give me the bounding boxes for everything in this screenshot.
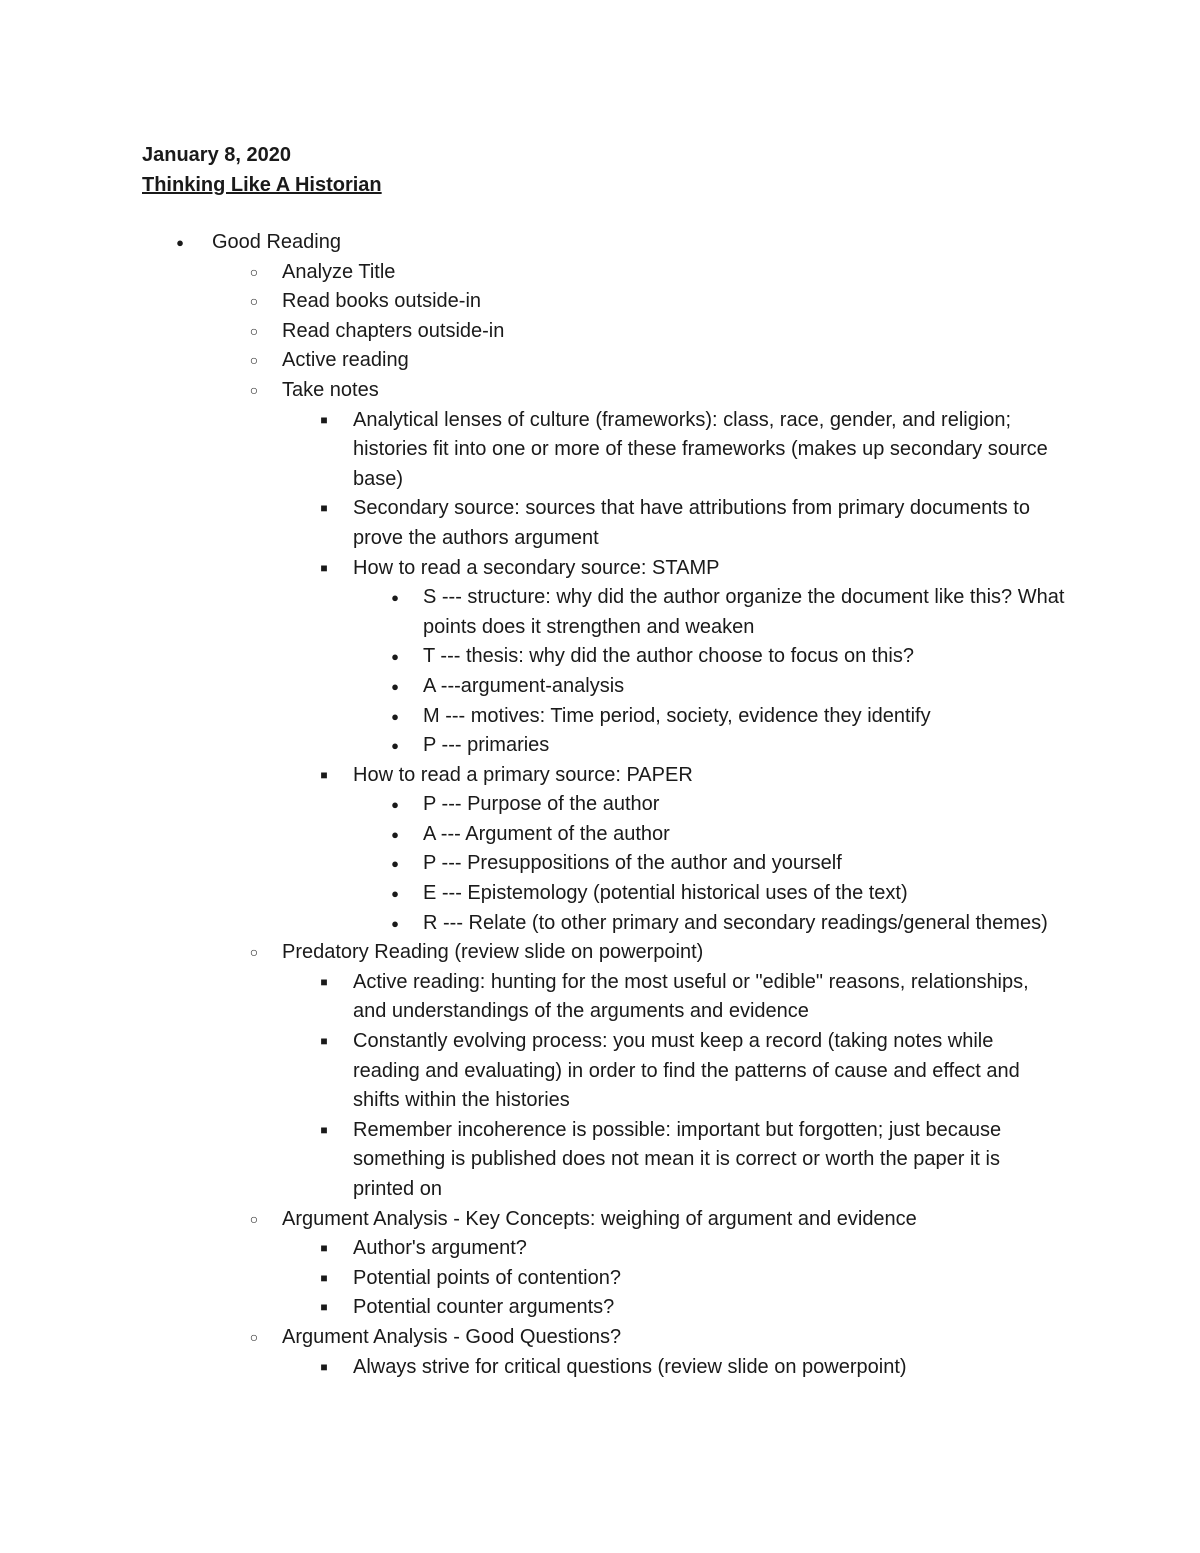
list-item — [0, 1027, 1200, 1116]
list-item-text: Constantly evolving process: you must keep a record (taking notes while reading and evaluating) in order to find the patterns of cause and effect and shifts within the histories — [353, 1030, 1020, 1112]
list-item-text: P --- primaries — [423, 734, 550, 757]
list-item-text: Analytical lenses of culture (frameworks): class, race, gender, and religion; histories fit into one or more of these frameworks (makes up secondary source base) — [353, 408, 1048, 490]
list-item — [0, 258, 1200, 288]
bullet-square-icon: ■ — [320, 412, 328, 427]
bullet-filled-circle-icon: ● — [176, 235, 184, 250]
bullet-square-icon: ■ — [320, 767, 328, 782]
bullet-filled-circle-icon: ● — [391, 649, 399, 665]
list-item — [0, 317, 1200, 347]
list-item-text: Secondary source: sources that have attributions from primary documents to prove the authors argument — [353, 497, 1030, 549]
bullet-square-icon: ■ — [320, 1122, 328, 1137]
list-item-text: A --- Argument of the author — [423, 822, 670, 845]
bullet-square-icon: ■ — [320, 1359, 328, 1374]
bullet-hollow-circle-icon: ○ — [249, 381, 259, 398]
list-item — [0, 1353, 1200, 1383]
list-item — [0, 731, 1200, 761]
list-item-text: A ---argument-analysis — [423, 674, 625, 697]
bullet-square-icon: ■ — [320, 1270, 328, 1285]
list-item — [0, 938, 1200, 968]
bullet-filled-circle-icon: ● — [391, 738, 399, 754]
list-item — [0, 968, 1200, 1027]
list-item — [0, 494, 1200, 553]
list-item — [0, 1323, 1200, 1353]
bullet-filled-circle-icon: ● — [391, 678, 399, 694]
list-item — [0, 790, 1200, 820]
list-item — [0, 879, 1200, 909]
list-item-text: Potential counter arguments? — [353, 1296, 615, 1319]
list-item-text: Read books outside-in — [282, 290, 482, 313]
list-item — [0, 642, 1200, 672]
list-item-text: How to read a secondary source: STAMP — [353, 556, 720, 579]
list-item — [0, 1264, 1200, 1294]
list-item-text: Active reading: hunting for the most useful or "edible" reasons, relationships, and understandings of the arguments and evidence — [353, 970, 1029, 1023]
list-item — [0, 346, 1200, 376]
bullet-square-icon: ■ — [320, 560, 328, 575]
bullet-hollow-circle-icon: ○ — [249, 263, 259, 280]
bullet-filled-circle-icon: ● — [391, 856, 399, 872]
list-item — [0, 1205, 1200, 1235]
bullet-hollow-circle-icon: ○ — [249, 1210, 259, 1227]
list-item — [0, 672, 1200, 702]
bullet-filled-circle-icon: ● — [391, 797, 399, 813]
list-item-text: Analyze Title — [282, 260, 396, 283]
list-item-text: Author's argument? — [353, 1237, 527, 1260]
document-date: January 8, 2020 — [142, 144, 291, 166]
list-item — [0, 228, 1200, 258]
list-item — [0, 1234, 1200, 1264]
list-item-text: R --- Relate (to other primary and secondary readings/general themes) — [423, 911, 1048, 934]
list-item — [0, 376, 1200, 406]
list-item — [0, 702, 1200, 732]
bullet-square-icon: ■ — [320, 1241, 328, 1256]
list-item — [0, 820, 1200, 850]
bullet-filled-circle-icon: ● — [391, 826, 399, 842]
list-item — [0, 406, 1200, 495]
bullet-hollow-circle-icon: ○ — [249, 944, 259, 961]
bullet-filled-circle-icon: ● — [391, 886, 399, 902]
bullet-filled-circle-icon: ● — [391, 590, 399, 606]
list-item-text: P --- Presuppositions of the author and yourself — [423, 852, 842, 875]
list-item — [0, 583, 1200, 642]
document-title: Thinking Like A Historian — [142, 174, 382, 196]
list-item-text: Predatory Reading (review slide on powerpoint) — [282, 941, 704, 964]
list-item-text: Read chapters outside-in — [282, 319, 505, 342]
bullet-filled-circle-icon: ● — [391, 708, 399, 724]
list-item-text: E --- Epistemology (potential historical uses of the text) — [423, 882, 908, 905]
bullet-square-icon: ■ — [320, 1034, 328, 1049]
list-item — [0, 1116, 1200, 1205]
list-item — [0, 287, 1200, 317]
list-item-text: P --- Purpose of the author — [423, 793, 660, 816]
list-item — [0, 1293, 1200, 1323]
list-item-text: S --- structure: why did the author organize the document like this? What points does it strengthen and weaken — [423, 586, 1065, 638]
bullet-square-icon: ■ — [320, 974, 328, 989]
list-item — [0, 761, 1200, 791]
list-item — [0, 554, 1200, 584]
bullet-square-icon: ■ — [320, 501, 328, 516]
bullet-hollow-circle-icon: ○ — [249, 322, 259, 339]
bullet-hollow-circle-icon: ○ — [249, 1328, 259, 1345]
list-item-text: Good Reading — [212, 231, 341, 253]
bullet-hollow-circle-icon: ○ — [249, 293, 259, 310]
bullet-filled-circle-icon: ● — [391, 915, 399, 931]
list-item-text: Potential points of contention? — [353, 1266, 621, 1289]
list-item-text: M --- motives: Time period, society, evidence they identify — [423, 704, 931, 727]
list-item-text: Remember incoherence is possible: important but forgotten; just because something is published does not mean it is correct or worth the paper it is printed on — [353, 1118, 1002, 1200]
list-item-text: Argument Analysis - Good Questions? — [282, 1325, 622, 1348]
list-item — [0, 909, 1200, 939]
bullet-square-icon: ■ — [320, 1300, 328, 1315]
list-item-text: Take notes — [282, 378, 379, 401]
list-item-text: Active reading — [282, 349, 409, 372]
notes-outline — [0, 228, 1200, 1382]
list-item — [0, 849, 1200, 879]
list-item-text: Argument Analysis - Key Concepts: weighing of argument and evidence — [282, 1207, 917, 1230]
bullet-hollow-circle-icon: ○ — [249, 352, 259, 369]
list-item-text: How to read a primary source: PAPER — [353, 763, 693, 786]
list-item-text: Always strive for critical questions (review slide on powerpoint) — [353, 1355, 907, 1378]
list-item-text: T --- thesis: why did the author choose to focus on this? — [423, 645, 914, 668]
